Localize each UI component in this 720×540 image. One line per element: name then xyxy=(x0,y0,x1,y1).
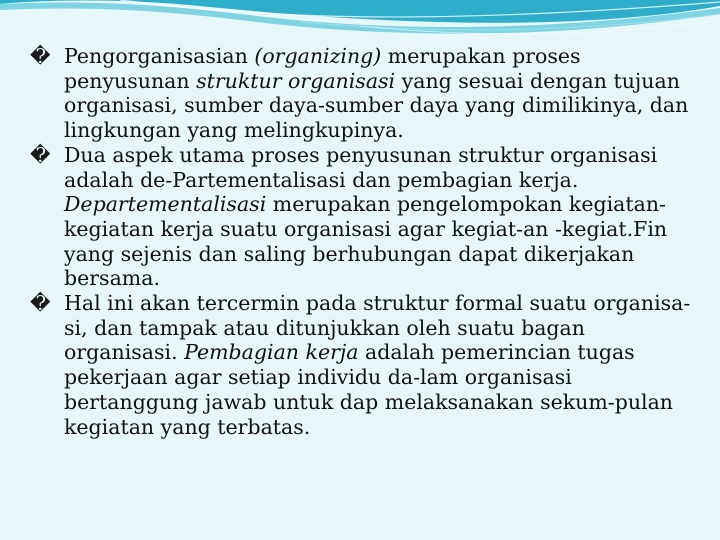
paragraph-text: merupakan pengelompokan kegiatan-kegiatan kerja suatu organisasi agar kegiat-an -kegiat.Fin yang sejenis dan saling berhubungan dapat dikerjakan bersama. xyxy=(64,192,668,291)
bullet-paragraph xyxy=(30,143,695,291)
slide-body xyxy=(30,44,695,439)
paragraph-text: Hal ini akan tercermin pada struktur formal suatu organisa-si, dan tampak atau ditunjukkan oleh suatu bagan organisasi. xyxy=(64,291,691,365)
italic-term: Departementalisasi xyxy=(64,192,267,217)
bullet-icon: � xyxy=(30,142,51,167)
bullet-paragraph xyxy=(30,291,695,439)
paragraph-text: yang sesuai dengan tujuan organisasi, sumber daya-sumber daya yang dimilikinya, dan lingkungan yang melingkupinya. xyxy=(64,68,689,143)
italic-term: (organizing) xyxy=(254,44,382,68)
paragraph-text: Pengorganisasian xyxy=(64,44,255,68)
paragraph-text: adalah pemerincian tugas pekerjaan agar setiap individu da-lam organisasi bertanggung jawab untuk dap melaksanakan sekum-pulan kegiatan yang terbatas. xyxy=(64,340,674,439)
italic-term: struktur organisasi xyxy=(196,68,396,93)
bullet-icon: � xyxy=(30,44,51,68)
paragraph-text: merupakan proses penyusunan xyxy=(64,44,581,93)
italic-term: Pembagian kerja xyxy=(184,340,359,365)
bullet-icon: � xyxy=(30,291,51,316)
paragraph-text: Dua aspek utama proses penyusunan struktur organisasi adalah de-Partementalisasi dan pembagian kerja. xyxy=(64,142,658,192)
bullet-paragraph xyxy=(30,44,695,143)
